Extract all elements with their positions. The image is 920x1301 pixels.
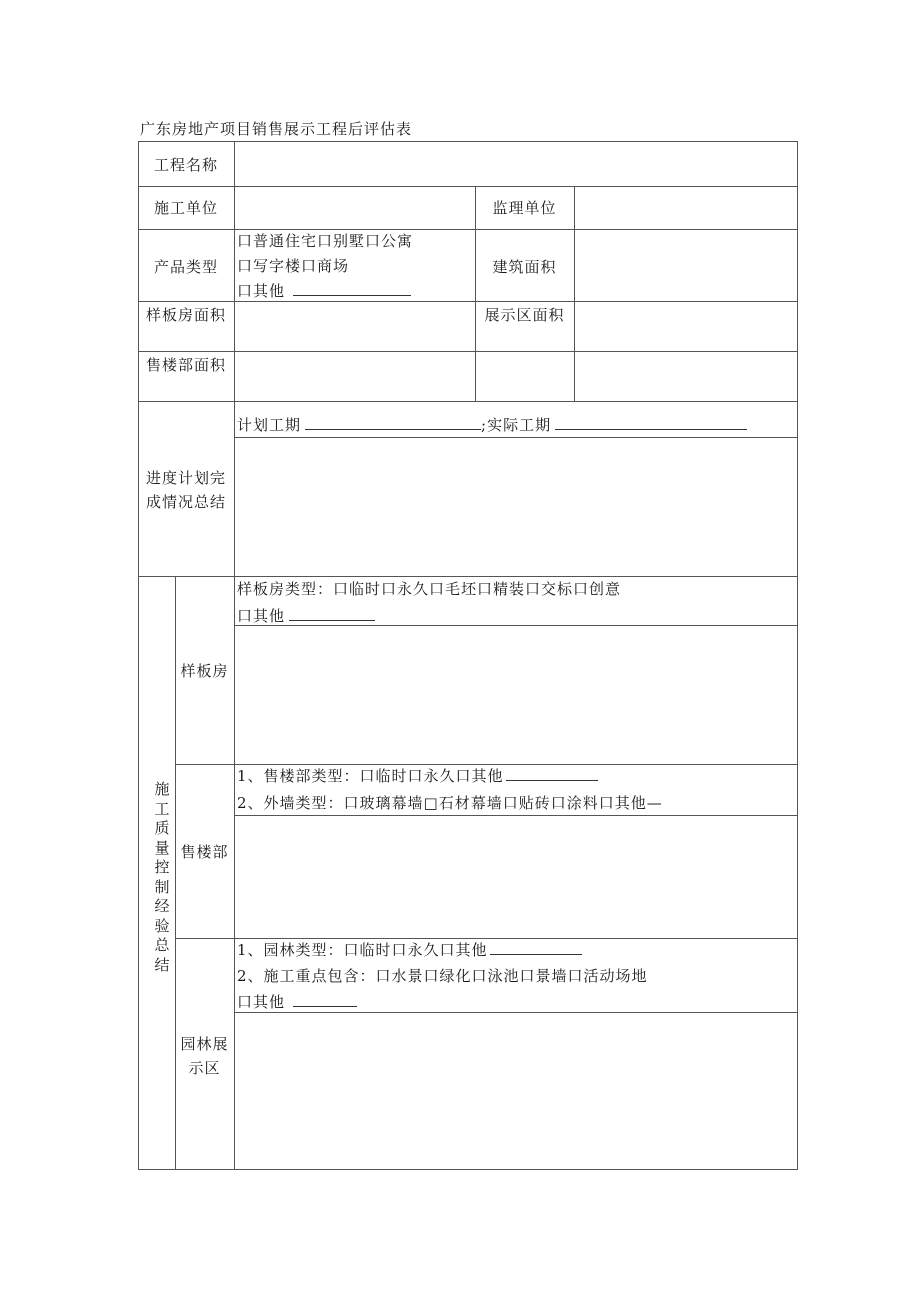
row-divider [234, 1012, 798, 1013]
exhibit-area-label: 展示区面积 [484, 306, 565, 324]
model-room-type-options[interactable]: 样板房类型：口临时口永久口毛坯口精装口交标口创意 [237, 580, 622, 598]
supervisor-label: 监理单位 [492, 199, 557, 217]
blank-line[interactable] [490, 942, 582, 955]
product-type-options[interactable]: 口写字楼口商场 [237, 257, 350, 275]
row-divider [138, 401, 798, 402]
sales-office-type[interactable] [237, 767, 598, 785]
product-type-label: 产品类型 [153, 258, 218, 276]
schedule-line[interactable] [237, 416, 747, 434]
project-name-label: 工程名称 [153, 156, 218, 174]
row-divider [234, 625, 798, 626]
page-title: 广东房地产项目销售展示工程后评估表 [140, 120, 413, 138]
row-divider [138, 576, 798, 577]
row-divider [175, 764, 798, 765]
product-type-other[interactable] [237, 282, 411, 300]
blank-line[interactable] [289, 608, 375, 621]
exterior-wall-type[interactable] [237, 794, 663, 812]
actual-period-blank[interactable] [555, 417, 747, 430]
garden-other[interactable] [237, 993, 357, 1011]
garden-label: 园林展 [180, 1035, 229, 1053]
progress-label: 成情况总结 [145, 493, 226, 511]
row-divider [234, 815, 798, 816]
progress-label: 进度计划完 [145, 469, 226, 487]
sales-area-label: 售楼部面积 [145, 356, 226, 374]
model-area-label: 样板房面积 [145, 306, 226, 324]
blank-line[interactable] [293, 994, 357, 1007]
garden-label: 示区 [188, 1059, 221, 1077]
row-divider [175, 938, 798, 939]
garden-other-label: 口其他 [237, 993, 286, 1011]
row-divider [234, 437, 798, 438]
column-divider [234, 141, 235, 1170]
model-room-label: 样板房 [180, 662, 229, 680]
quality-section-label: 施 工 质 量 控 制 经 验 总 结 [154, 780, 170, 974]
row-divider [138, 186, 798, 187]
row-divider [138, 229, 798, 230]
blank-line[interactable] [506, 768, 598, 781]
planned-period-blank[interactable] [305, 417, 481, 430]
sales-office-type-label: 1、售楼部类型：口临时口永久口其他 [237, 767, 504, 785]
row-divider [138, 301, 798, 302]
product-type-other-label: 口其他 [237, 282, 286, 300]
garden-focus-options[interactable]: 2、施工重点包含：口水景口绿化口泳池口景墙口活动场地 [237, 967, 648, 985]
contractor-label: 施工单位 [153, 199, 218, 217]
checkbox-glyph[interactable]: □ [423, 794, 439, 812]
product-type-options[interactable]: 口普通住宅口别墅口公寓 [237, 232, 414, 250]
exterior-wall-options: 石材幕墙口贴砖口涂料口其他— [438, 794, 663, 812]
actual-period-label: ;实际工期 [481, 416, 552, 434]
planned-period-label: 计划工期 [237, 416, 302, 434]
blank-line[interactable] [293, 283, 411, 296]
model-room-other-label: 口其他 [237, 607, 286, 625]
model-room-other[interactable] [237, 607, 375, 625]
column-divider [574, 186, 575, 401]
sales-office-label: 售楼部 [180, 843, 229, 861]
garden-type-label: 1、园林类型：口临时口永久口其他 [237, 941, 488, 959]
exterior-wall-label: 2、外墙类型：口玻璃幕墙 [237, 794, 424, 812]
column-divider [475, 186, 476, 401]
garden-type[interactable] [237, 941, 582, 959]
building-area-label: 建筑面积 [492, 258, 557, 276]
row-divider [138, 351, 798, 352]
